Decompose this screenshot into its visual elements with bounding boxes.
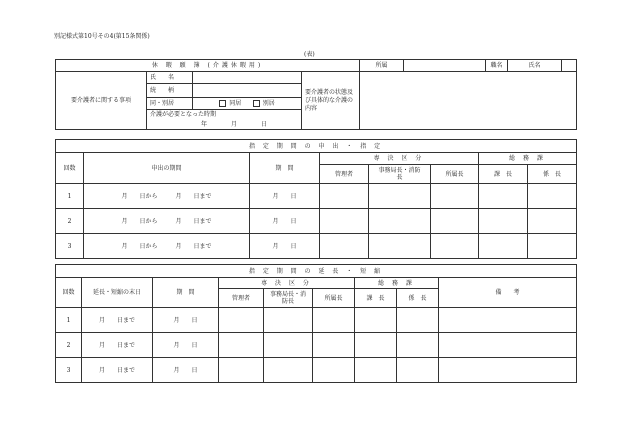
extension-col-end: 延長・短縮の末日: [82, 278, 153, 308]
need-period-label: 介護が必要となった時期: [147, 110, 302, 120]
condition-field[interactable]: [360, 72, 577, 130]
row-term[interactable]: 月 日: [153, 308, 219, 333]
need-period-date[interactable]: 年 月 日: [147, 120, 302, 130]
stamp-cell[interactable]: [313, 358, 355, 383]
stamp-cell[interactable]: [369, 184, 431, 209]
request-title: 休 暇 願 簿 (介護休暇用): [56, 60, 360, 72]
condition-label: 要介護者の状態及び具体的な介護の内容: [302, 72, 360, 130]
dept-field[interactable]: [404, 60, 486, 72]
row-no: 2: [56, 209, 84, 234]
designation-table: [55, 139, 577, 259]
stamp-cell[interactable]: [397, 308, 439, 333]
table-row: [56, 234, 577, 259]
designation-office-head: 事務局長・消防長: [369, 165, 431, 184]
extension-general-group: 総 務 課: [355, 278, 439, 289]
stamp-cell[interactable]: [355, 308, 397, 333]
stamp-cell[interactable]: [355, 333, 397, 358]
request-table: [55, 59, 577, 130]
cohab-checkbox-separate[interactable]: [253, 100, 260, 107]
table-row: [56, 333, 577, 358]
row-term[interactable]: 月 日: [153, 358, 219, 383]
designation-approval-group: 専 決 区 分: [320, 153, 479, 165]
row-period[interactable]: 月 日から 月 日まで: [84, 184, 250, 209]
extension-col-term: 期 間: [153, 278, 219, 308]
designation-general-group: 総 務 課: [479, 153, 577, 165]
table-row: [56, 184, 577, 209]
relation-label: 続 柄: [147, 84, 193, 98]
row-no: 2: [56, 333, 82, 358]
careperson-label: 要介護者に関する事項: [56, 72, 147, 130]
stamp-cell[interactable]: [320, 209, 369, 234]
stamp-cell[interactable]: [528, 234, 577, 259]
extension-section-chief: 課 長: [355, 289, 397, 308]
stamp-cell[interactable]: [320, 184, 369, 209]
designation-manager: 管理者: [320, 165, 369, 184]
extension-dept-head: 所属長: [313, 289, 355, 308]
row-term[interactable]: 月 日: [153, 333, 219, 358]
row-no: 3: [56, 358, 82, 383]
table-row: [56, 308, 577, 333]
designation-section-chief: 課 長: [479, 165, 528, 184]
cohab-checkbox-same[interactable]: [219, 100, 226, 107]
stamp-cell[interactable]: [219, 308, 264, 333]
designation-col-period: 申出の期間: [84, 153, 250, 184]
post-label: 職名: [486, 60, 508, 72]
designation-title: 指 定 期 間 の 申 出 ・ 指 定: [56, 140, 577, 153]
extension-title: 指 定 期 間 の 延 長 ・ 短 縮: [56, 265, 577, 278]
stamp-cell[interactable]: [431, 234, 479, 259]
extension-col-no: 回数: [56, 278, 82, 308]
extension-office-head: 事務局長・消防長: [264, 289, 313, 308]
row-no: 3: [56, 234, 84, 259]
stamp-cell[interactable]: [431, 209, 479, 234]
cohab-option-same: 同居: [229, 100, 242, 107]
row-no: 1: [56, 184, 84, 209]
stamp-cell[interactable]: [264, 333, 313, 358]
stamp-cell[interactable]: [219, 333, 264, 358]
extension-manager: 管理者: [219, 289, 264, 308]
careperson-name-field[interactable]: [193, 72, 302, 84]
careperson-name-label: 氏 名: [147, 72, 193, 84]
stamp-cell[interactable]: [479, 184, 528, 209]
remarks-cell[interactable]: [439, 308, 577, 333]
form-reference: 別記様式第10号その4(第15条関係): [54, 33, 150, 40]
side-label: (表): [304, 51, 315, 58]
row-end-date[interactable]: 月 日まで: [82, 308, 153, 333]
stamp-cell[interactable]: [313, 333, 355, 358]
stamp-cell[interactable]: [431, 184, 479, 209]
row-end-date[interactable]: 月 日まで: [82, 333, 153, 358]
stamp-cell[interactable]: [397, 358, 439, 383]
table-row: [56, 209, 577, 234]
stamp-cell[interactable]: [479, 209, 528, 234]
designation-dept-head: 所属長: [431, 165, 479, 184]
designation-col-no: 回数: [56, 153, 84, 184]
cohab-options: [193, 98, 302, 110]
stamp-cell[interactable]: [313, 308, 355, 333]
extension-approval-group: 専 決 区 分: [219, 278, 355, 289]
row-period[interactable]: 月 日から 月 日まで: [84, 209, 250, 234]
row-period[interactable]: 月 日から 月 日まで: [84, 234, 250, 259]
stamp-cell[interactable]: [528, 209, 577, 234]
remarks-cell[interactable]: [439, 333, 577, 358]
remarks-cell[interactable]: [439, 358, 577, 383]
cohab-option-separate: 別居: [262, 100, 275, 107]
table-row: [56, 358, 577, 383]
stamp-cell[interactable]: [369, 209, 431, 234]
dept-label: 所属: [360, 60, 404, 72]
cohab-label: 同・別居: [147, 98, 193, 110]
row-term[interactable]: 月 日: [250, 234, 320, 259]
stamp-cell[interactable]: [320, 234, 369, 259]
row-no: 1: [56, 308, 82, 333]
extension-sub-chief: 係 長: [397, 289, 439, 308]
stamp-cell[interactable]: [264, 308, 313, 333]
stamp-cell[interactable]: [397, 333, 439, 358]
row-term[interactable]: 月 日: [250, 209, 320, 234]
extension-remarks-header: 備 考: [439, 278, 577, 308]
stamp-cell[interactable]: [479, 234, 528, 259]
designation-col-term: 期 間: [250, 153, 320, 184]
name-label: 氏名: [508, 60, 562, 72]
name-field[interactable]: [562, 60, 577, 72]
extension-table: [55, 264, 577, 383]
row-term[interactable]: 月 日: [250, 184, 320, 209]
stamp-cell[interactable]: [369, 234, 431, 259]
relation-field[interactable]: [193, 84, 302, 98]
stamp-cell[interactable]: [528, 184, 577, 209]
stamp-cell[interactable]: [355, 358, 397, 383]
row-end-date[interactable]: 月 日まで: [82, 358, 153, 383]
designation-sub-chief: 係 長: [528, 165, 577, 184]
stamp-cell[interactable]: [219, 358, 264, 383]
stamp-cell[interactable]: [264, 358, 313, 383]
